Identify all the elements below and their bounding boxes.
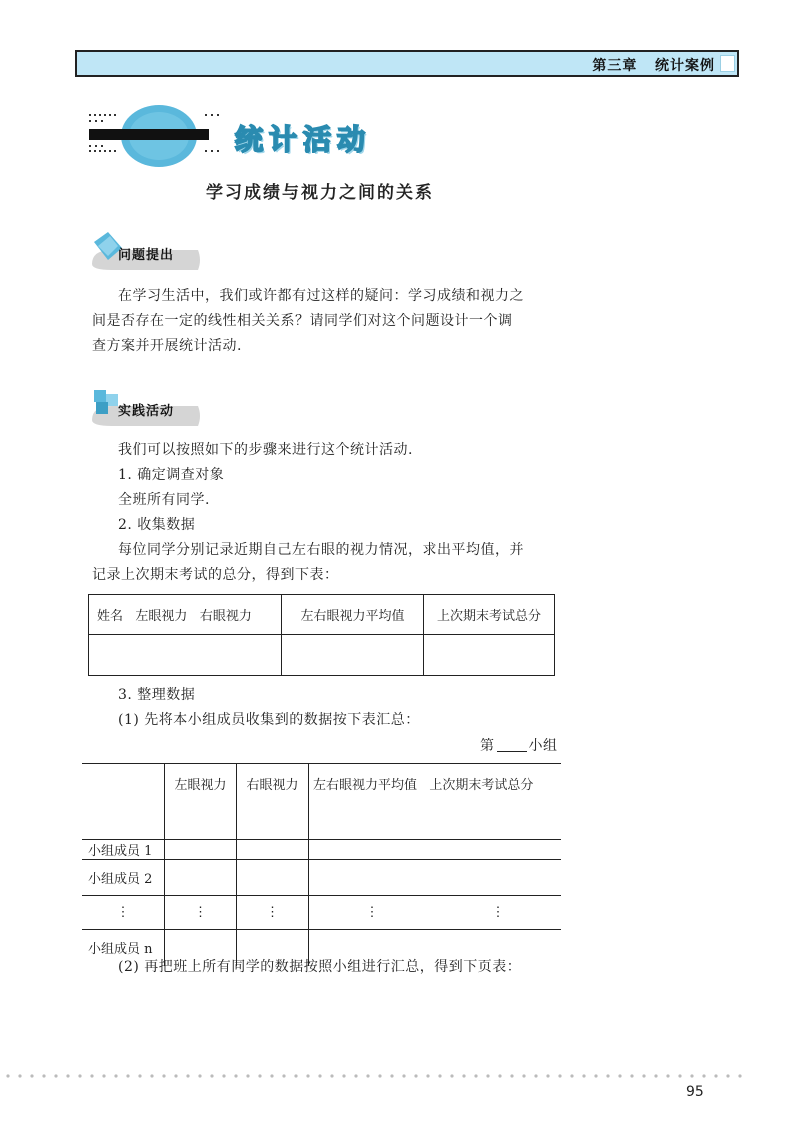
table2-row-label: 小组成员 1 [82, 840, 165, 860]
section-label-practice: 实践活动 [118, 404, 175, 419]
table2-cell [237, 860, 309, 896]
table1-header-right-eye: 右眼视力 [199, 609, 252, 624]
step2-line-2: 记录上次期末考试的总分，得到下表： [92, 567, 339, 583]
table2-header-score: 上次期末考试总分 [429, 778, 534, 793]
banner-title: 统计活动 [235, 123, 372, 156]
table2-vdots: ⋮ [435, 896, 561, 930]
table2-cell [309, 860, 562, 896]
activity-banner [85, 100, 415, 170]
table2-vdots: ⋮ [309, 896, 436, 930]
personal-data-table [88, 594, 555, 676]
chapter-header-bar [75, 50, 739, 77]
chapter-label: 第三章 [592, 58, 638, 74]
table2-cell [237, 840, 309, 860]
step3-title: 3. 整理数据 [118, 687, 196, 703]
table2-header-right-eye: 右眼视力 [237, 764, 309, 840]
table2-cell [165, 840, 237, 860]
step1-body: 全班所有同学. [118, 492, 210, 508]
problem-para-line-2: 间是否存在一定的线性相关关系？请同学们对这个问题设计一个调 [92, 313, 513, 329]
table1-header-left-eye: 左眼视力 [135, 609, 188, 624]
step1-title: 1. 确定调查对象 [118, 467, 225, 483]
table1-header-name: 姓名 [97, 609, 124, 624]
practice-intro: 我们可以按照如下的步骤来进行这个统计活动. [118, 442, 413, 458]
table2-cell [165, 860, 237, 896]
group-summary-table [82, 763, 561, 966]
table2-vdots: ⋮ [165, 896, 237, 930]
group-prefix: 第 [480, 738, 495, 754]
section-tag-practice [88, 388, 203, 428]
page-number: 95 [686, 1084, 704, 1100]
group-number-label [480, 734, 558, 759]
table2-vdots: ⋮ [237, 896, 309, 930]
group-suffix: 小组 [528, 738, 558, 754]
table2-header-blank [82, 764, 165, 840]
table1-header-left [89, 595, 282, 635]
table1-cell [282, 635, 424, 676]
step3-sub1: (1) 先将本小组成员收集到的数据按下表汇总： [118, 712, 420, 728]
chapter-header-text [592, 55, 715, 75]
table2-header-right [309, 764, 562, 840]
problem-para-line-3: 查方案并开展统计活动. [92, 338, 242, 354]
table2-cell [309, 840, 562, 860]
table1-header-score: 上次期末考试总分 [424, 595, 555, 635]
table1-cell [89, 635, 282, 676]
section-tag-problem [88, 232, 203, 272]
step2-title: 2. 收集数据 [118, 517, 196, 533]
step3-sub2: (2) 再把班上所有同学的数据按照小组进行汇总，得到下页表： [118, 959, 522, 975]
table2-row-label: 小组成员 n [82, 930, 165, 966]
section-label: 统计案例 [655, 58, 715, 74]
header-square-icon [720, 55, 735, 72]
group-number-blank [497, 735, 527, 752]
table2-header-average: 左右眼视力平均值 [313, 778, 418, 793]
section-label-problem: 问题提出 [118, 248, 175, 263]
problem-para-line-1: 在学习生活中，我们或许都有过这样的疑问：学习成绩和视力之 [118, 288, 524, 304]
table1-header-average: 左右眼视力平均值 [282, 595, 424, 635]
table2-header-left-eye: 左眼视力 [165, 764, 237, 840]
table1-cell [424, 635, 555, 676]
table2-row-label: ⋮ [82, 896, 165, 930]
footer-dotted-divider [0, 1073, 760, 1079]
step2-line-1: 每位同学分别记录近期自己左右眼的视力情况，求出平均值，并 [118, 542, 524, 558]
page-title: 学习成绩与视力之间的关系 [206, 183, 434, 203]
table2-row-label: 小组成员 2 [82, 860, 165, 896]
